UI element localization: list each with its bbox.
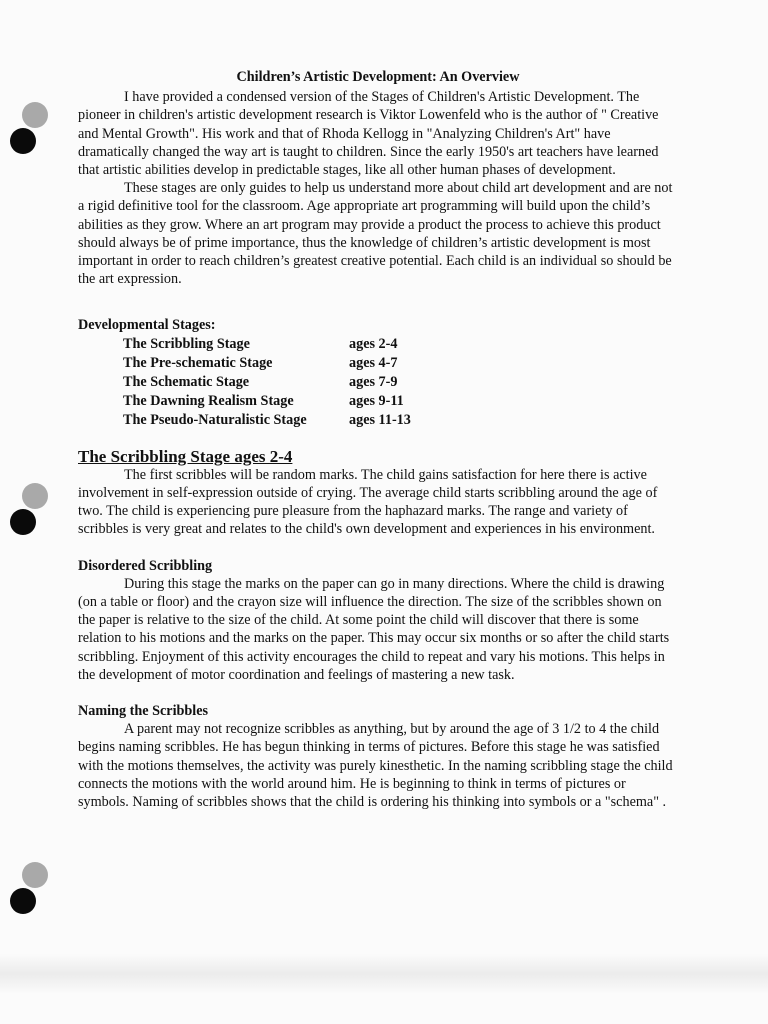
subsection-text: A parent may not recognize scribbles as anything, but by around the age of 3 1/2 to 4 the child begins naming scribbles. He has begun thinking in terms of pictures. Before this stage he was satisfied with the motions themselves, the activity was purely kinesthetic. In the naming scribbling stage the child connects the motions with the world around him. He is beginning to think in terms of pictures or symbols. Naming of scribbles shows that the child is ordering his thinking into symbols or a "schema" . xyxy=(78,721,673,811)
subsection-text: During this stage the marks on the paper can go in many directions. Where the child is drawing (on a table or floor) and the crayon size will influence the direction. The size of the scribbles shown on the paper is relative to the size of the child. At some point the child will discover that there is some relation to his motions and the marks on the paper. This may occur six months or so after the child starts scribbling. Enjoyment of this activity encourages the child to repeat and vary his motions. This helps in the development of motor coordination and feelings of mastering a new task. xyxy=(78,575,670,683)
document-body xyxy=(78,68,678,811)
punch-hole-bottom-black xyxy=(10,888,36,914)
stage-row xyxy=(123,411,678,430)
stage-row xyxy=(123,354,678,373)
stage-ages: ages 4-7 xyxy=(349,354,398,371)
stage-name: The Scribbling Stage xyxy=(123,335,250,352)
punch-hole-top-gray xyxy=(22,102,48,128)
stage-name: The Schematic Stage xyxy=(123,373,250,390)
stage-ages: ages 7-9 xyxy=(349,373,398,390)
section-paragraph: The first scribbles will be random marks. The child gains satisfaction for here there is active involvement in self-expression outside of crying. The average child starts scribbling around the age of two. The child is experiencing pure pleasure from the haphazard marks. The range and variety of scribbles is very great and relates to the child's own development and experiences in his environment. xyxy=(78,466,658,538)
intro-paragraph-1: I have provided a condensed version of the Stages of Children's Artistic Development. The pioneer in children's artistic development research is Viktor Lowenfeld who is the author of " Creative and Mental Growth". His work and that of Rhoda Kellogg in "Analyzing Children's Art" have dramatically changed the way art is taught to children. Since the early 1950's art teachers have learned that artistic abilities develop in predictable stages, like all other human phases of development. xyxy=(78,89,659,179)
stage-ages: ages 2-4 xyxy=(349,335,398,352)
subsection-heading: Naming the Scribbles xyxy=(78,703,209,720)
stage-row xyxy=(123,392,678,411)
punch-hole-top-black xyxy=(10,128,36,154)
stage-name: The Pre-schematic Stage xyxy=(123,354,273,371)
stages-list xyxy=(123,335,678,430)
intro-paragraph-2: These stages are only guides to help us understand more about child art development and are not a rigid definitive tool for the classroom. Age appropriate art programming will build upon the child’s abilities as they grow. Where an art program may provide a product the process to achieve this product should always be of prime importance, thus the knowledge of children’s artistic development is most important in order to reach children’s greatest creative potential. Each child is an individual so should be the art expression. xyxy=(78,180,673,288)
stage-name: The Pseudo-Naturalistic Stage xyxy=(123,411,307,428)
stage-ages: ages 11-13 xyxy=(349,411,411,428)
punch-hole-bottom-gray xyxy=(22,862,48,888)
stages-heading: Developmental Stages: xyxy=(78,317,216,334)
document-title: Children’s Artistic Development: An Overview xyxy=(236,69,520,85)
punch-hole-middle-black xyxy=(10,509,36,535)
stage-ages: ages 9-11 xyxy=(349,392,404,409)
stage-row xyxy=(123,373,678,392)
stage-row xyxy=(123,335,678,354)
section-title: The Scribbling Stage ages 2-4 xyxy=(78,446,293,466)
scan-shadow xyxy=(0,954,768,994)
subsection-heading: Disordered Scribbling xyxy=(78,557,213,574)
stage-name: The Dawning Realism Stage xyxy=(123,392,294,409)
punch-hole-middle-gray xyxy=(22,483,48,509)
